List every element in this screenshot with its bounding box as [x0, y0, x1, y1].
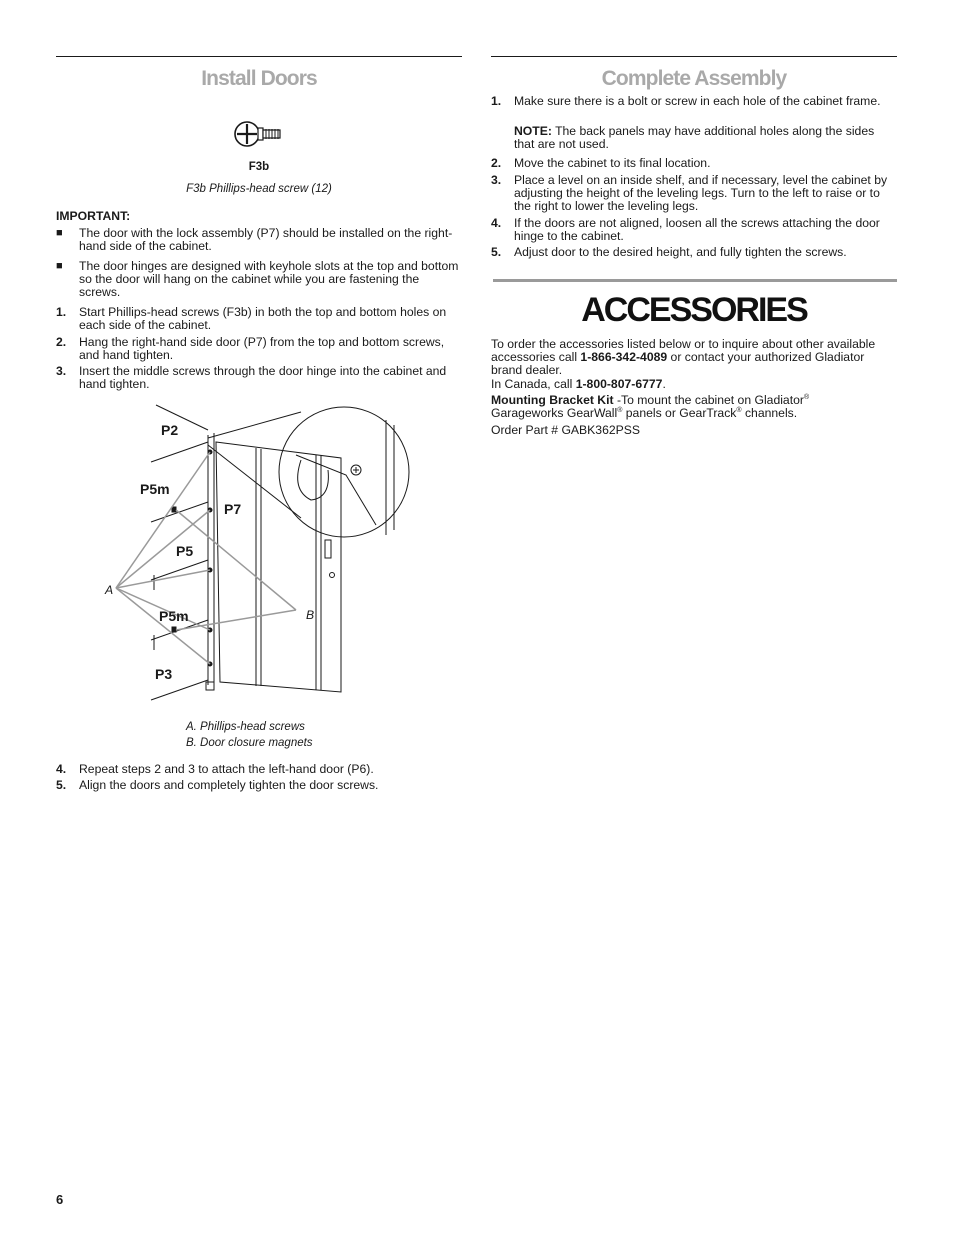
- step-text: Align the doors and completely tighten the door screws.: [79, 778, 379, 792]
- step-text: If the doors are not aligned, loosen all the screws attaching the door hinge to the cabinet.: [514, 216, 880, 243]
- phone-us: 1-866-342-4089: [580, 350, 668, 364]
- label-p7: P7: [224, 501, 242, 517]
- bullet-text: The door hinges are designed with keyhole slots at the top and bottom so the door will hang on the cabinet while you are fastening the screws.: [79, 259, 459, 299]
- registered-mark: ®: [803, 394, 810, 401]
- label-p2: P2: [161, 422, 179, 438]
- step-number: 1.: [56, 305, 67, 319]
- note-label: NOTE:: [514, 124, 552, 138]
- intro-text-end: or contact your authorized Gladiator brand dealer.: [491, 350, 865, 377]
- kit-text: Garageworks GearWall: [491, 406, 618, 420]
- phone-canada: 1-800-807-6777: [575, 377, 663, 391]
- period: .: [662, 377, 666, 391]
- kit-text: -To mount the cabinet on Gladiator: [613, 393, 804, 407]
- install-doors-heading: Install Doors: [201, 67, 317, 90]
- bullet-text: The door with the lock assembly (P7) should be installed on the right-hand side of the cabinet.: [79, 226, 453, 253]
- step-text: Insert the middle screws through the door hinge into the cabinet and hand tighten.: [79, 364, 447, 391]
- step-number: 5.: [56, 778, 67, 792]
- step-text: Repeat steps 2 and 3 to attach the left-hand door (P6).: [79, 762, 374, 776]
- label-a: A: [105, 583, 114, 597]
- page-number: 6: [56, 1192, 64, 1207]
- registered-mark: ®: [736, 407, 742, 414]
- intro-text: To order the accessories listed below or to inquire about other available accessories call: [491, 337, 876, 364]
- step-number: 2.: [56, 335, 67, 349]
- top-rule: [56, 56, 462, 57]
- step-text: Start Phillips-head screws (F3b) in both the top and bottom holes on each side of the cabinet.: [79, 305, 447, 332]
- canada-line: [491, 378, 897, 391]
- step-number: 5.: [491, 245, 502, 259]
- complete-assembly-heading: Complete Assembly: [601, 67, 787, 90]
- note: [514, 125, 897, 151]
- order-part: Order Part # GABK362PSS: [491, 423, 641, 437]
- legend-item-b: B. Door closure magnets: [186, 737, 313, 749]
- step-text: Hang the right-hand side door (P7) from the top and bottom screws, and hand tighten.: [79, 335, 445, 362]
- step-number: 3.: [56, 364, 67, 378]
- step-number: 1.: [491, 94, 502, 108]
- kit-text: panels or GearTrack: [622, 406, 737, 420]
- label-b: B: [306, 608, 315, 622]
- step-number: 4.: [56, 762, 67, 776]
- top-rule: [491, 56, 897, 57]
- step-text: Place a level on an inside shelf, and if necessary, level the cabinet by adjusting the height of the leveling legs. Turn to the left to raise or to the right to lower the leveling legs.: [514, 173, 888, 213]
- accessories-heading: ACCESSORIES: [581, 291, 807, 329]
- step-number: 4.: [491, 216, 502, 230]
- label-p5m-top: P5m: [140, 481, 170, 497]
- step-text: Adjust door to the desired height, and fully tighten the screws.: [514, 245, 847, 259]
- part-label: F3b: [248, 161, 270, 173]
- kit-text: channels.: [741, 406, 798, 420]
- label-p5m-bottom: P5m: [159, 608, 189, 624]
- registered-mark: ®: [617, 407, 623, 414]
- phillips-screw-icon: [232, 114, 288, 154]
- step-text: Move the cabinet to its final location.: [514, 156, 711, 170]
- step-text: Make sure there is a bolt or screw in each hole of the cabinet frame.: [514, 94, 881, 108]
- bullet-square-icon: ■: [56, 227, 63, 239]
- bullet-square-icon: ■: [56, 260, 63, 272]
- legend-item-a: A. Phillips-head screws: [186, 721, 305, 733]
- mounting-kit: [491, 394, 897, 420]
- step-number: 3.: [491, 173, 502, 187]
- note-text: The back panels may have additional holes along the sides that are not used.: [514, 124, 875, 151]
- section-divider: [493, 279, 897, 282]
- step-number: 2.: [491, 156, 502, 170]
- accessories-intro: [491, 338, 897, 377]
- kit-label: Mounting Bracket Kit: [491, 393, 614, 407]
- part-caption: F3b Phillips-head screw (12): [186, 183, 332, 195]
- door-installation-illustration: [96, 400, 426, 715]
- label-p5: P5: [176, 543, 194, 559]
- important-label: IMPORTANT:: [56, 209, 131, 223]
- label-p3: P3: [155, 666, 173, 682]
- canada-text: In Canada, call: [491, 377, 576, 391]
